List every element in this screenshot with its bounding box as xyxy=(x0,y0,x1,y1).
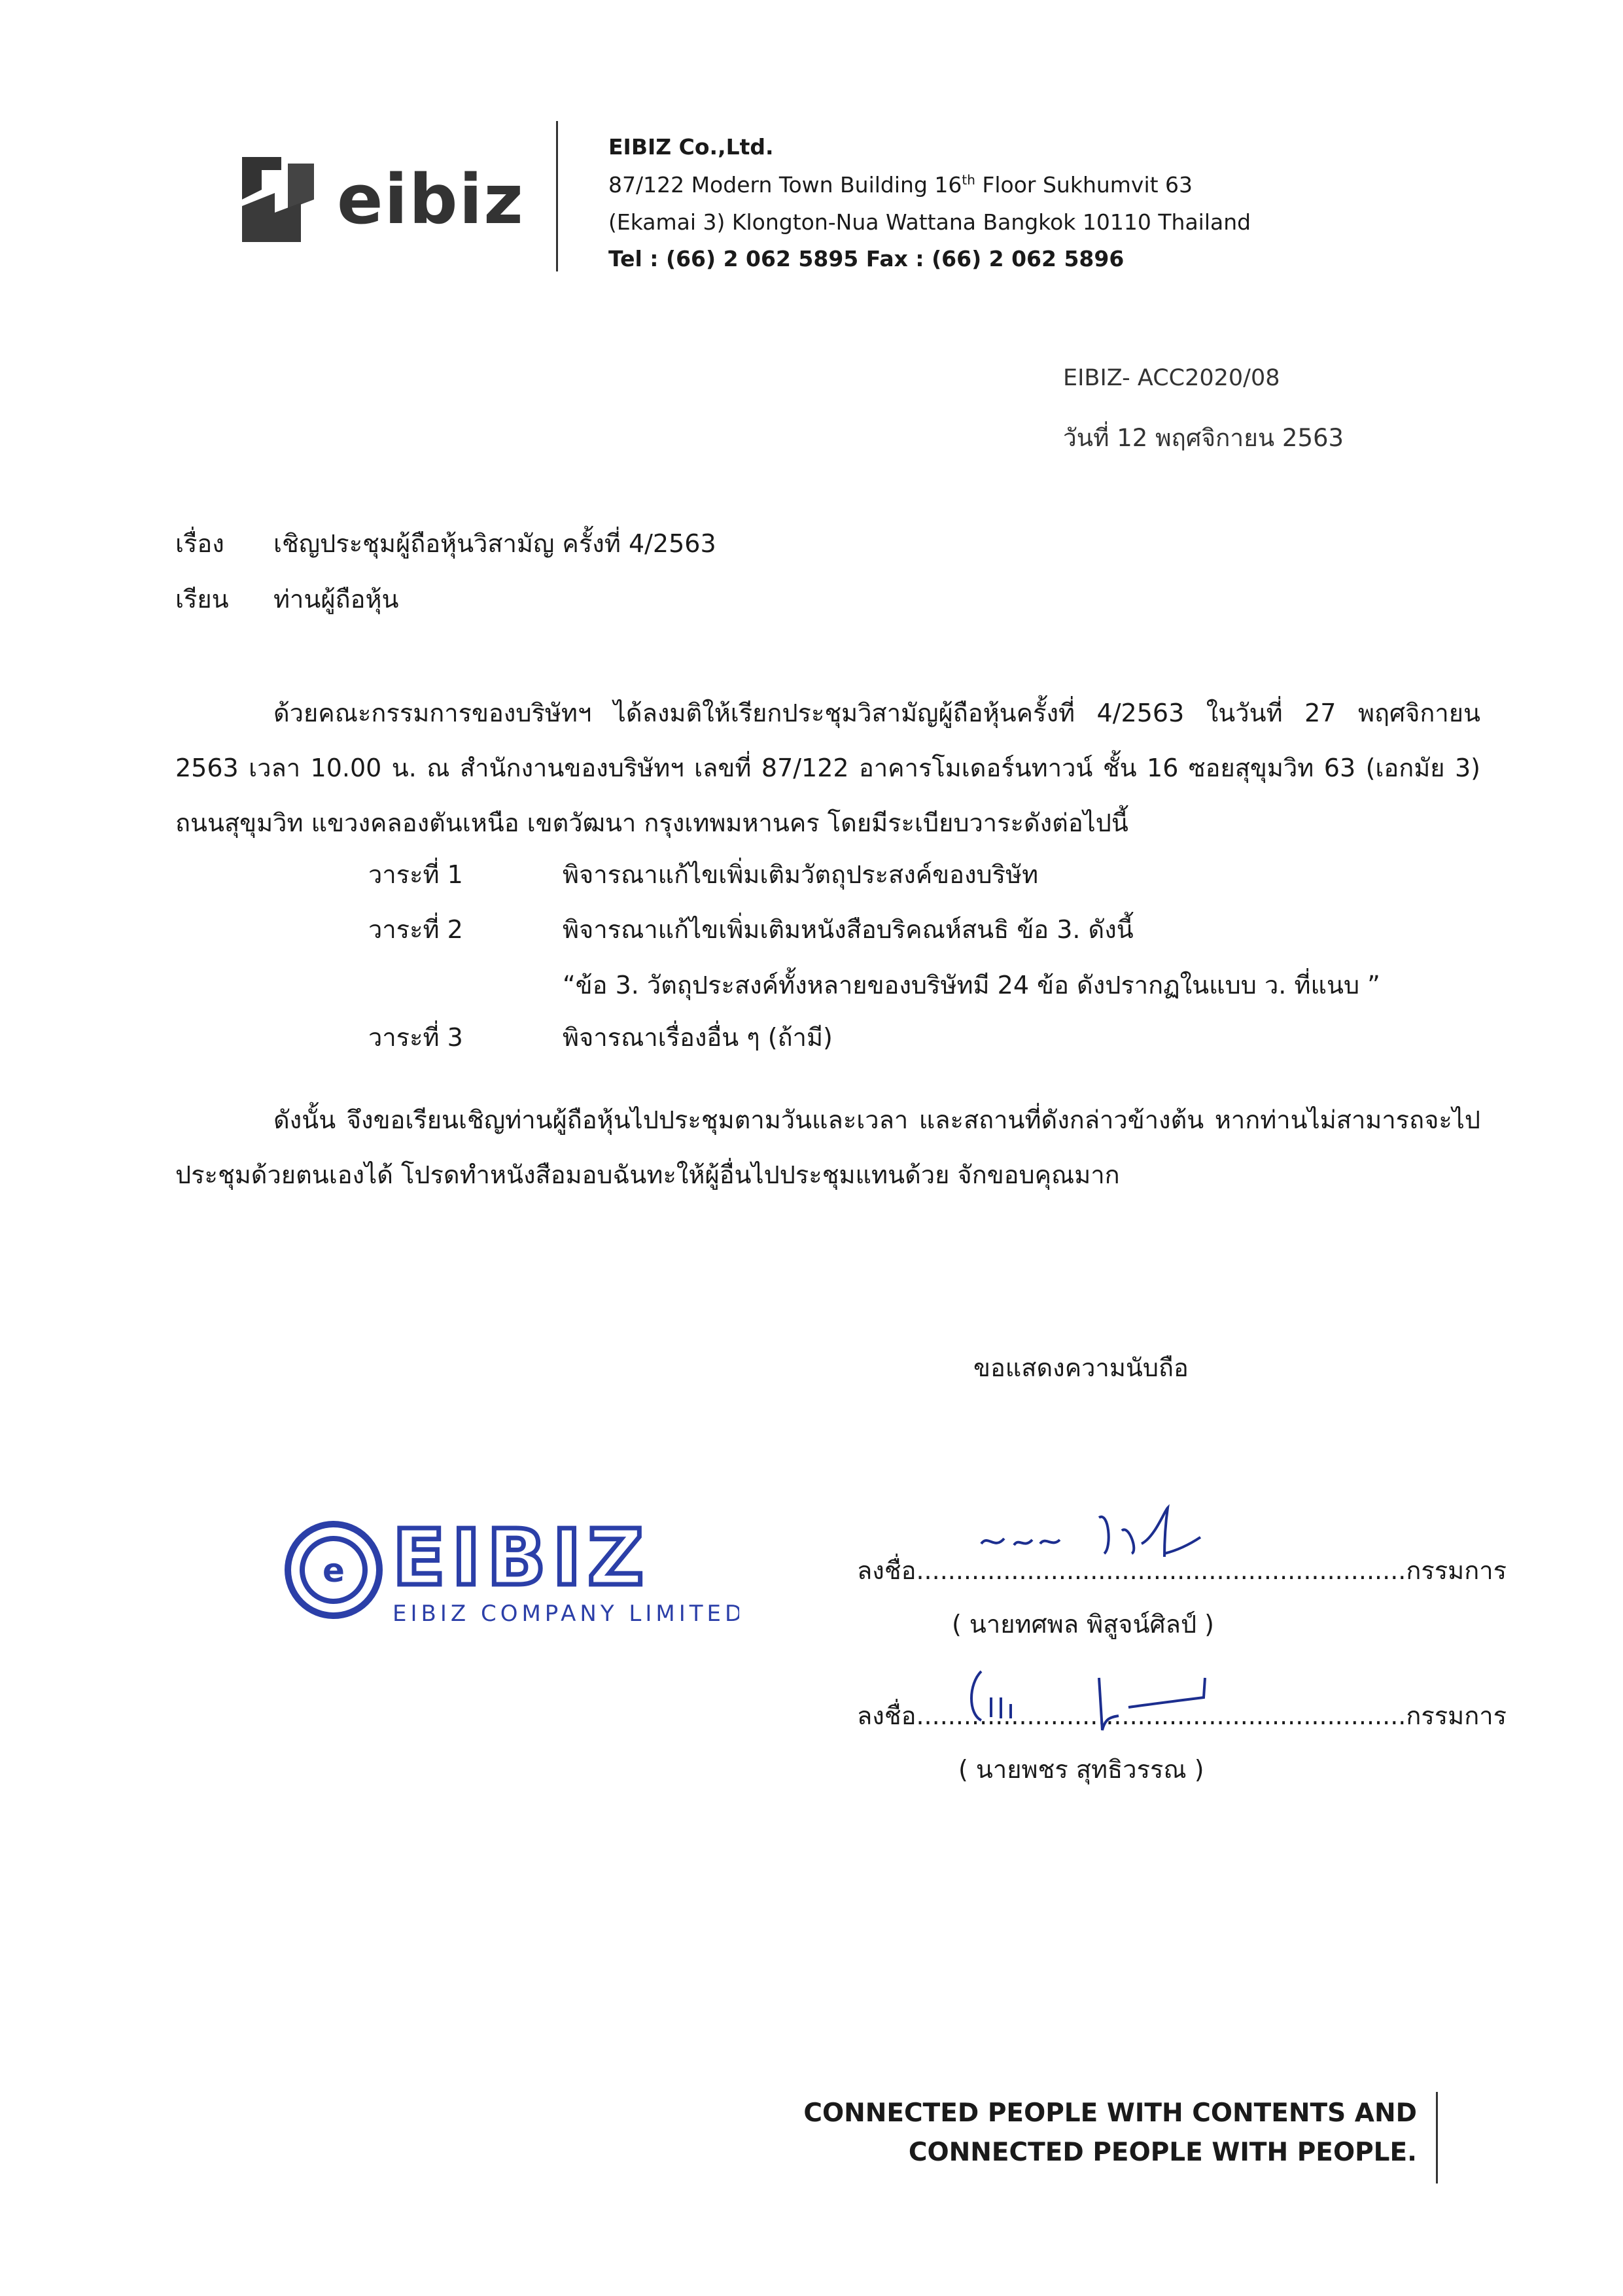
signature-1-icon xyxy=(968,1498,1217,1570)
footer-slogan-line-2: CONNECTED PEOPLE WITH PEOPLE. xyxy=(908,2138,1417,2167)
signature-2-icon xyxy=(962,1658,1236,1743)
signatory-1-name: ( นายทศพล พิสูจน์ศิลป์ ) xyxy=(952,1610,1214,1639)
header-divider xyxy=(556,121,558,271)
logo-wordmark: eibiz xyxy=(337,160,525,239)
footer-divider xyxy=(1436,2092,1438,2183)
svg-text:e: e xyxy=(323,1552,345,1590)
document-number: EIBIZ- ACC2020/08 xyxy=(1063,365,1280,391)
address-line-1: 87/122 Modern Town Building 16th Floor Sukhumvit 63 xyxy=(608,172,1193,198)
agenda-2-label: วาระที่ 2 xyxy=(368,915,463,944)
seal-sub-text: EIBIZ COMPANY LIMITED xyxy=(393,1601,739,1627)
recipient-label: เรียน xyxy=(175,585,229,614)
body-paragraph-2: ดังนั้น จึงขอเรียนเชิญท่านผู้ถือหุ้นไปประชุมตามวันและเวลา และสถานที่ดังกล่าวข้างต้น หากท่านไม่สามารถจะไปประชุมด้วยตนเองได้ โปรดทำหนังสือมอบฉันทะให้ผู้อื่นไปประชุมแทนด้วย จักขอบคุณมาก xyxy=(175,1105,1480,1189)
signature-line-2: ลงชื่อ..............................................................กรรมการ xyxy=(857,1701,1507,1730)
contact-line: Tel : (66) 2 062 5895 Fax : (66) 2 062 5896 xyxy=(608,246,1125,271)
seal-main-text: EIBIZ xyxy=(393,1512,650,1603)
agenda-2-quote: “ข้อ 3. วัตถุประสงค์ทั้งหลายของบริษัทมี 24 ข้อ ดังปรากฏในแบบ ว. ที่แนบ ” xyxy=(563,971,1380,1000)
eibiz-logo-icon xyxy=(236,150,327,249)
company-seal xyxy=(281,1511,739,1629)
body-paragraph-1: ด้วยคณะกรรมการของบริษัทฯ ได้ลงมติให้เรียกประชุมวิสามัญผู้ถือหุ้นครั้งที่ 4/2563 ในวันที่ 27 พฤศจิกายน 2563 เวลา 10.00 น. ณ สำนักงานของบริษัทฯ เลขที่ 87/122 อาคารโมเดอร์นทาวน์ ชั้น 16 ซอยสุขุมวิท 63 (เอกมัย 3) ถนนสุขุมวิท แขวงคลองตันเหนือ เขตวัฒนา กรุงเทพมหานคร โดยมีระเบียบวาระดังต่อไปนี้ xyxy=(175,699,1480,837)
closing-text: ขอแสดงความนับถือ xyxy=(973,1353,1189,1382)
agenda-2-text: พิจารณาแก้ไขเพิ่มเติมหนังสือบริคณห์สนธิ ข้อ 3. ดังนี้ xyxy=(563,915,1134,944)
subject-text: เชิญประชุมผู้ถือหุ้นวิสามัญ ครั้งที่ 4/2563 xyxy=(273,529,716,558)
agenda-3-label: วาระที่ 3 xyxy=(368,1023,463,1052)
company-logo xyxy=(236,150,525,249)
document-date: วันที่ 12 พฤศจิกายน 2563 xyxy=(1063,424,1344,452)
agenda-3-text: พิจารณาเรื่องอื่น ๆ (ถ้ามี) xyxy=(563,1023,833,1052)
recipient-text: ท่านผู้ถือหุ้น xyxy=(273,585,399,614)
agenda-1-label: วาระที่ 1 xyxy=(368,860,463,889)
footer-slogan-line-1: CONNECTED PEOPLE WITH CONTENTS AND xyxy=(803,2098,1417,2128)
signatory-2-name: ( นายพชร สุทธิวรรณ ) xyxy=(958,1755,1204,1784)
subject-label: เรื่อง xyxy=(175,529,224,558)
address-line-2: (Ekamai 3) Klongton-Nua Wattana Bangkok 10110 Thailand xyxy=(608,209,1251,235)
company-name: EIBIZ Co.,Ltd. xyxy=(608,134,774,160)
seal-graphic xyxy=(281,1511,739,1629)
signature-line-1: ลงชื่อ..............................................................กรรมการ xyxy=(857,1556,1507,1585)
agenda-1-text: พิจารณาแก้ไขเพิ่มเติมวัตถุประสงค์ของบริษัท xyxy=(563,860,1039,889)
